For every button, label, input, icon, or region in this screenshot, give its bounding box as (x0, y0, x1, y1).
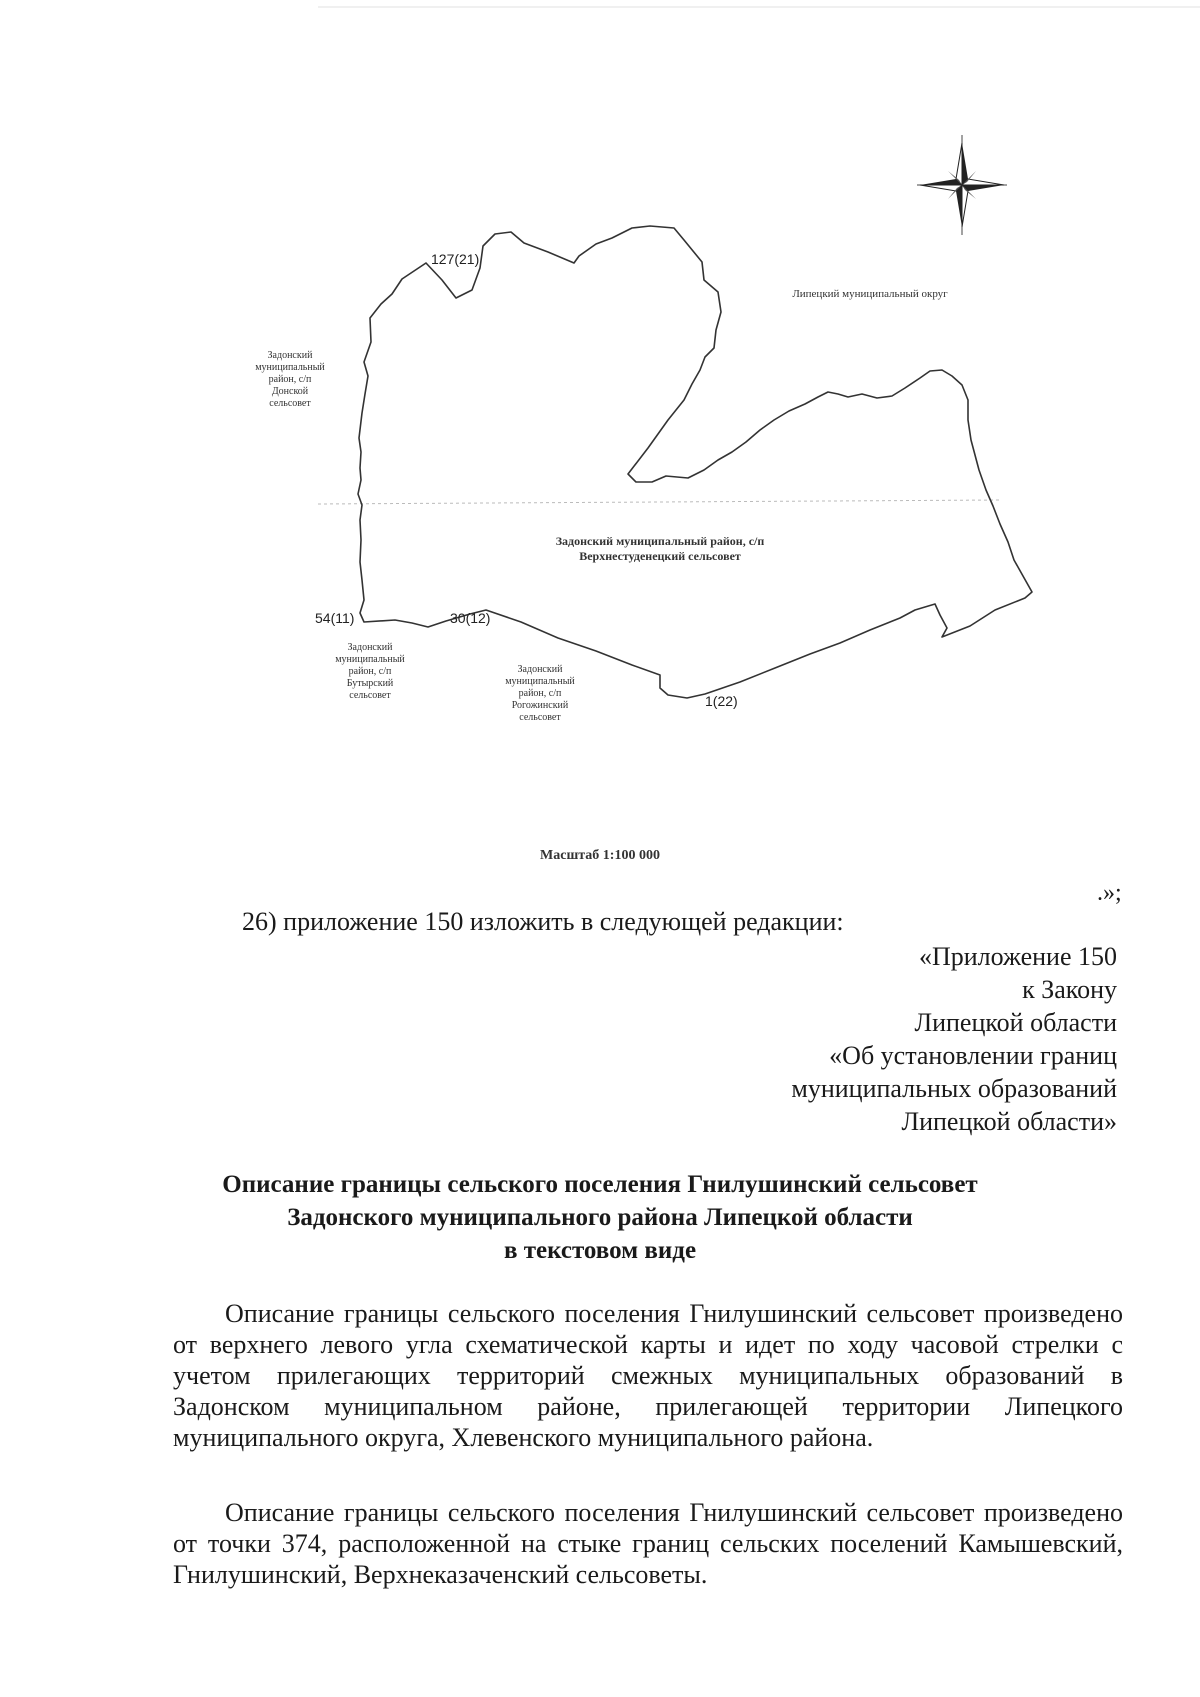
paragraph-2: Описание границы сельского поселения Гнилушинский сельсовет произведено от точки 374, расположенной на стыке границ сельских поселений Камышевский, Гнилушинский, Верхнеказаченский сельсоветы. (173, 1498, 1123, 1589)
fold-line (318, 500, 1000, 504)
map-scale: Масштаб 1:100 000 (540, 848, 660, 863)
section-heading: Описание границы сельского поселения Гнилушинский сельсовет Задонского муниципального района Липецкой области в текстовом виде (222, 1171, 978, 1264)
amendment-item: 26) приложение 150 изложить в следующей редакции: (242, 907, 844, 936)
appendix-header: «Приложение 150 к Закону Липецкой области «Об установлении границ муниципальных образований Липецкой области» (791, 942, 1117, 1136)
region-label-butyrsky: Задонский муниципальный район, с/п Бутырский сельсовет (335, 642, 405, 701)
point-label-1: 1(22) (705, 693, 738, 709)
closing-quote: .»; (1097, 880, 1122, 906)
region-label-rogozhinsky: Задонский муниципальный район, с/п Рогожинский сельсовет (505, 664, 575, 723)
region-label-donskoy: Задонский муниципальный район, с/п Донской сельсовет (255, 350, 325, 409)
point-label-54: 54(11) (315, 610, 355, 626)
point-label-127: 127(21) (431, 251, 480, 267)
point-label-30: 30(12) (450, 610, 491, 626)
region-label-verkhnestudenetsky: Задонский муниципальный район, с/п Верхнестуденецкий сельсовет (555, 534, 765, 563)
paragraph-1: Описание границы сельского поселения Гнилушинский сельсовет произведено от верхнего левого угла схематической карты и идет по ходу часовой стрелки с учетом прилегающих территорий смежных муниципальных образований в Задонском муниципальном районе, прилегающей территории Липецкого муниципального округа, Хлевенского муниципального района. (173, 1299, 1123, 1452)
compass-rose-icon (917, 135, 1007, 235)
region-label-lipetsk: Липецкий муниципальный округ (792, 288, 948, 300)
